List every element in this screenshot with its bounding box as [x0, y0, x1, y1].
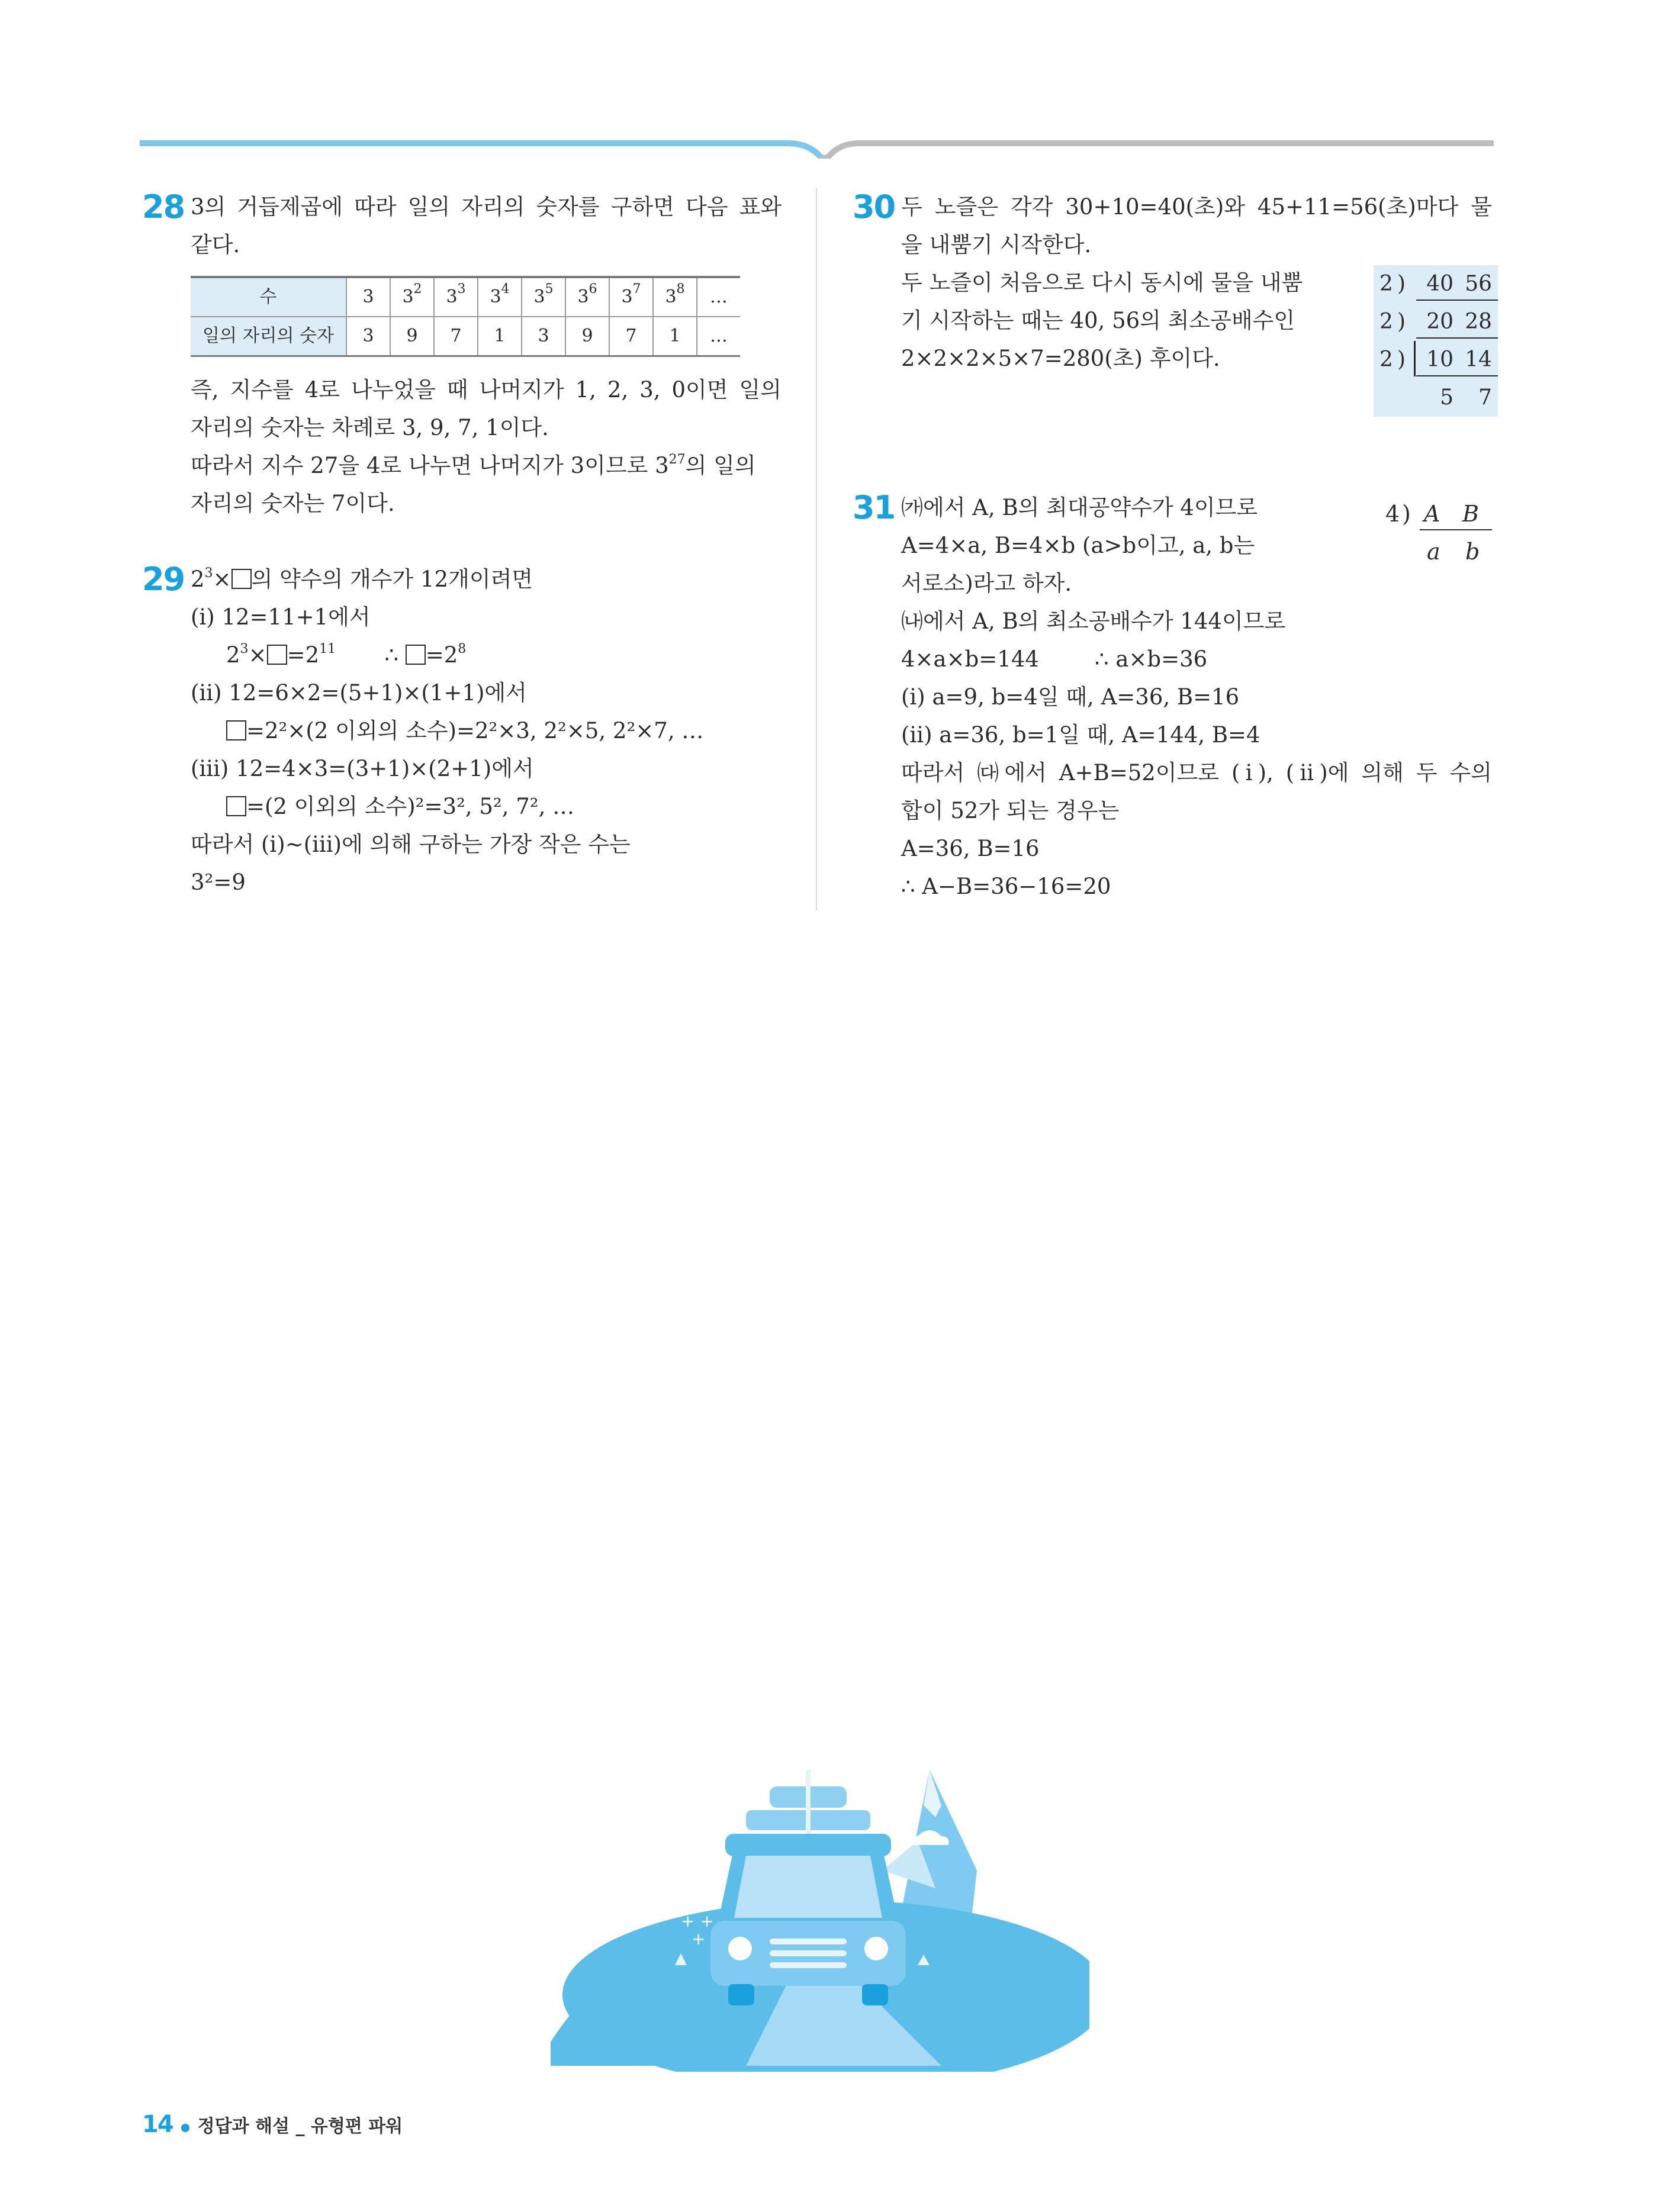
text-line: A=36, B=16	[901, 836, 1040, 861]
blank-box	[231, 569, 252, 589]
gcd-division	[1374, 495, 1492, 571]
underline	[1420, 529, 1492, 530]
quotient: 14	[1465, 347, 1492, 372]
quotient: 40	[1426, 272, 1453, 296]
table-cell: $3^8$	[653, 277, 697, 317]
text-span: 4×a×b=144	[901, 646, 1039, 672]
text-line: 자리의 숫자는 차례로 3, 9, 7, 1이다.	[191, 415, 549, 440]
text-line: 기 시작하는 때는 40, 56의 최소공배수인	[901, 308, 1295, 333]
table-header-cell: 수	[191, 277, 346, 317]
table-cell: …	[697, 277, 740, 317]
text-line: ㈎에서 A, B의 최대공약수가 4이므로	[901, 495, 1258, 520]
paren: )	[1397, 272, 1406, 296]
division-row	[1374, 533, 1492, 571]
division-row	[1374, 303, 1498, 341]
division-row	[1374, 265, 1498, 303]
quotient: 20	[1426, 310, 1453, 334]
paren: )	[1397, 347, 1406, 372]
divisor: 2	[1379, 272, 1393, 296]
case-1-formula: $2^3\times =2^{11}$ ∴ $=2^8$	[226, 642, 467, 668]
svg-text:+ +: + +	[681, 1911, 714, 1931]
division-ladder	[1374, 265, 1498, 417]
quotient: 28	[1465, 310, 1492, 334]
problem-number: 31	[853, 489, 895, 526]
text-line: 두 노즐이 처음으로 다시 동시에 물을 내뿜	[901, 270, 1303, 295]
table-cell: …	[697, 317, 740, 356]
case-1: (ⅰ) 12=11+1에서	[191, 604, 371, 630]
table-cell: $3^6$	[565, 277, 609, 317]
table-cell: $3^5$	[522, 277, 565, 317]
text-line: A=4×a, B=4×b (a>b이고, a, b는	[901, 533, 1255, 558]
text-span: 따라서 지수 27을 4로 나누면 나머지가 3이므로 3	[191, 453, 669, 478]
paren: )	[1402, 501, 1411, 527]
problem-number: 30	[853, 188, 895, 226]
footer-title: 정답과 해설 _ 유형편 파워	[197, 2116, 403, 2137]
divisor: 2	[1379, 310, 1393, 334]
blank-box	[226, 720, 246, 740]
quotient: 10	[1426, 347, 1453, 372]
text-line: 서로소)라고 하자.	[901, 571, 1072, 596]
blank-box	[267, 645, 287, 665]
exponent: 27	[668, 452, 686, 467]
text-line	[191, 447, 782, 485]
case-3: (ⅲ) 12=4×3=(3+1)×(2+1)에서	[191, 756, 534, 781]
table-cell: 3	[522, 317, 565, 356]
problem-number: 29	[142, 561, 185, 598]
case-2: (ⅱ) a=36, b=1일 때, A=144, B=4	[901, 722, 1260, 748]
text-span: 의 일의	[685, 453, 756, 478]
ladder-bracket	[1414, 341, 1416, 376]
table-cell: 1	[653, 317, 697, 356]
text-span: =(2 이외의 소수)²=3², 5², 7², …	[246, 794, 575, 819]
blank-box	[406, 645, 426, 665]
text-line: 같다.	[191, 232, 240, 257]
text-line: 즉, 지수를 4로 나누었을 때 나머지가 1, 2, 3, 0이면 일의	[191, 377, 782, 403]
table-cell: 9	[565, 317, 609, 356]
text-line: $2^3\times$ 의 약수의 개수가 12개이려면	[191, 566, 533, 592]
problem-31	[853, 489, 1492, 906]
case-2-formula	[191, 712, 782, 750]
table-cell: 3	[346, 277, 390, 317]
table-cell: 3	[346, 317, 390, 356]
text-span: 의 약수의 개수가 12개이려면	[251, 566, 533, 592]
power-table	[191, 276, 740, 357]
text-line: ㈏에서 A, B의 최소공배수가 144이므로	[901, 608, 1286, 634]
division-row	[1374, 341, 1498, 379]
top-header-bar	[0, 135, 1669, 159]
page-footer	[142, 2111, 403, 2138]
underline	[1416, 337, 1498, 339]
left-column	[142, 188, 782, 901]
right-column	[853, 188, 1492, 906]
table-cell: 7	[434, 317, 478, 356]
table-header-cell: 일의 자리의 숫자	[191, 317, 346, 356]
text-line	[901, 640, 1492, 678]
bullet-icon	[181, 2124, 189, 2132]
table-cell: $3^7$	[609, 277, 653, 317]
paren: )	[1397, 310, 1406, 334]
table-cell: 1	[478, 317, 522, 356]
case-1: (ⅰ) a=9, b=4일 때, A=36, B=16	[901, 684, 1240, 710]
text-span: ∴ a×b=36	[1095, 646, 1208, 672]
problem-30	[853, 188, 1492, 453]
answer: 3²=9	[191, 870, 246, 895]
text-span: =2²×(2 이외의 소수)=2²×3, 2²×5, 2²×7, …	[246, 718, 704, 743]
table-cell: 7	[609, 317, 653, 356]
divisor: 2	[1379, 347, 1393, 372]
division-row	[1374, 495, 1492, 533]
car-travel-illustration	[551, 1770, 1089, 2072]
quotient: a	[1427, 539, 1440, 565]
quotient: 7	[1478, 385, 1492, 410]
quotient: A	[1424, 501, 1440, 527]
table-cell: $3^2$	[390, 277, 434, 317]
case-2: (ⅱ) 12=6×2=(5+1)×(1+1)에서	[191, 680, 527, 706]
answer: ∴ A−B=36−16=20	[901, 874, 1111, 899]
text-line: 3의 거듭제곱에 따라 일의 자리의 숫자를 구하면 다음 표와	[191, 194, 782, 220]
underline	[1416, 375, 1498, 376]
text-line: 을 내뿜기 시작한다.	[901, 232, 1092, 257]
quotient: B	[1462, 501, 1479, 527]
case-3-formula	[191, 788, 782, 826]
svg-text:+: +	[692, 1929, 706, 1949]
quotient: b	[1465, 539, 1480, 565]
problem-28	[142, 188, 782, 523]
text-line: 합이 52가 되는 경우는	[901, 798, 1120, 823]
text-line: 따라서 ㈐에서 A+B=52이므로 (ⅰ), (ⅱ)에 의해 두 수의	[901, 760, 1492, 785]
problem-number: 28	[142, 188, 185, 226]
table-row	[191, 277, 740, 317]
text-line: 따라서 (ⅰ)~(ⅲ)에 의해 구하는 가장 작은 수는	[191, 832, 631, 857]
table-cell: 9	[390, 317, 434, 356]
column-divider	[816, 188, 817, 910]
text-line: 자리의 숫자는 7이다.	[191, 491, 395, 516]
quotient: 5	[1440, 385, 1453, 410]
table-cell: $3^3$	[434, 277, 478, 317]
quotient: 56	[1465, 272, 1492, 296]
text-line: 두 노즐은 각각 30+10=40(초)와 45+11=56(초)마다 물	[901, 194, 1492, 220]
divisor: 4	[1385, 501, 1400, 527]
table-row	[191, 317, 740, 356]
problem-29	[142, 561, 782, 901]
table-cell: $3^4$	[478, 277, 522, 317]
underline	[1416, 300, 1498, 301]
blank-box	[226, 796, 246, 816]
page-number: 14	[142, 2111, 173, 2138]
text-line: 2×2×2×5×7=280(초) 후이다.	[901, 346, 1220, 371]
division-row	[1374, 379, 1498, 417]
